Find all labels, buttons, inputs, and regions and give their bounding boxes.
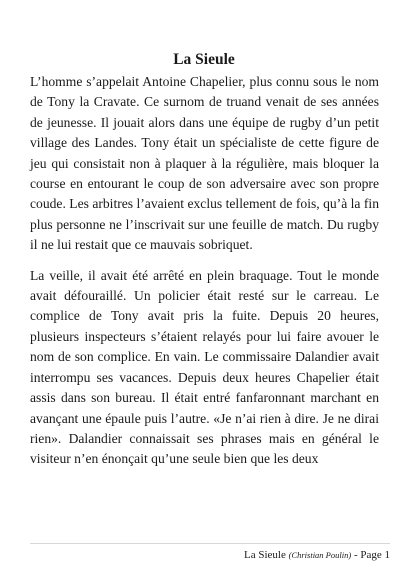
footer-page-number: Page 1 [360,549,390,561]
page-footer [244,548,390,562]
footer-author: (Christian Poulin) [288,550,352,560]
document-body [30,72,379,470]
footer-separator: - [353,549,358,561]
paragraph-2: La veille, il avait été arrêté en plein braquage. Tout le monde avait défouraillé. Un policier était resté sur le carreau. Le complice de Tony avait pris la fuite. Depuis 20 heures, plusieurs inspecteurs s’étaient relayés pour lui faire avouer le nom de son complice. En vain. Le commissaire Dalandier avait interrompu ses vacances. Depuis deux heures Chapelier était assis dans son bureau. Il était entré fanfaronnant marchant en avançant une épaule puis l’autre. «Je n’ai rien à dire. Je ne dirai rien». Dalandier connaissait ses phrases mais en général le visiteur n’en énonçait qu’une seule bien que les deux [30,267,379,467]
footer-divider [30,543,390,544]
document-title: La Sieule [173,51,235,68]
footer-title: La Sieule [244,549,286,561]
paragraph-1: L’homme s’appelait Antoine Chapelier, plus connu sous le nom de Tony la Cravate. Ce surnom de truand venait de ses années de jeunesse. Il jouait alors dans une équipe de rugby d’un petit village des Landes. Tony était un spécialiste de cette figure de jeu qui consistait non à plaquer à la régulière, mais bloquer la course en entourant le coup de son adversaire avec son propre coude. Les arbitres l’avaient exclus tellement de fois, qu’à la fin plus personne ne l’inscrivait sur une feuille de match. Du rugby il ne lui restait que ce mauvais sobriquet. [30,74,379,253]
